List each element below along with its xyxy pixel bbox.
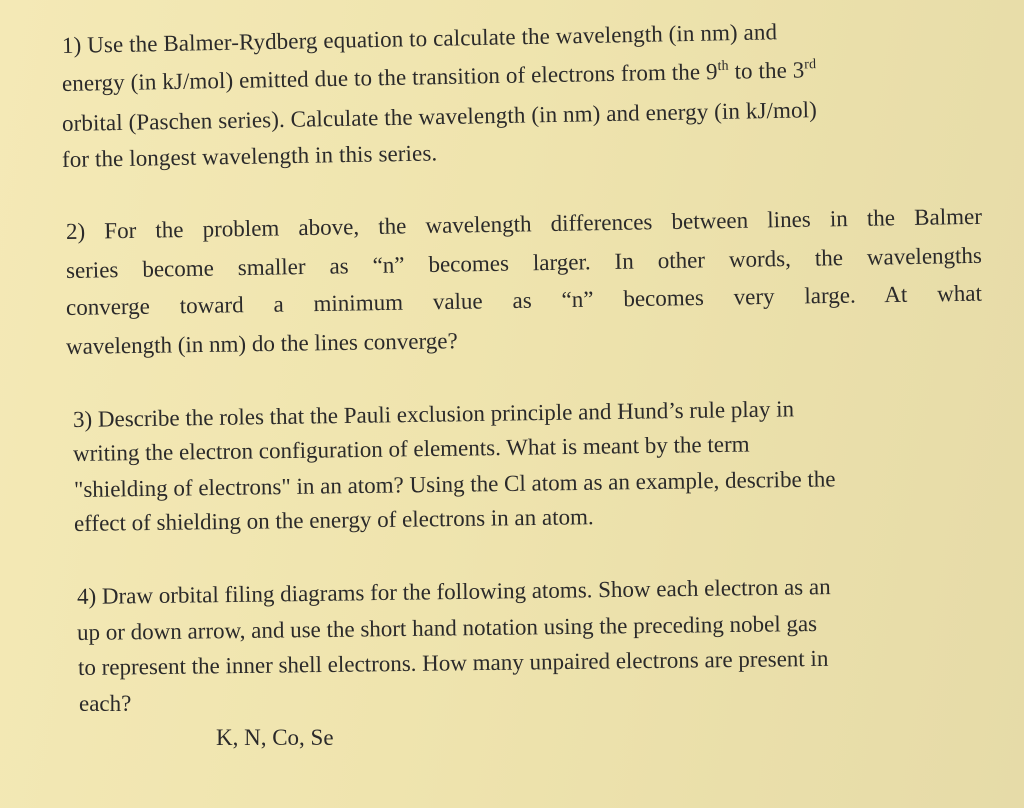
question-2-line-3: converge toward a minimum value as “n” becomes very large. At what bbox=[65, 280, 983, 320]
question-4-element-list: K, N, Co, Se bbox=[216, 725, 334, 750]
question-4-line-3: to represent the inner shell electrons. How many unpaired electrons are present in bbox=[77, 645, 829, 680]
question-2-line-2: series become smaller as “n” becomes larger. In other words, the wavelengths bbox=[65, 242, 983, 283]
question-3-line-3: "shielding of electrons" in an atom? Using the Cl atom as an example, describe the bbox=[73, 466, 836, 502]
question-2-line-1: 2) For the problem above, the wavelength differences between lines in the Balmer bbox=[65, 203, 983, 244]
question-1-line-2: energy (in kJ/mol) emitted due to the transition of electrons from the 9th to the 3rd bbox=[61, 57, 817, 96]
question-4-line-4: each? bbox=[79, 691, 132, 716]
question-4-line-1: 4) Draw orbital filing diagrams for the following atoms. Show each electron as an bbox=[76, 574, 831, 609]
question-1-line-3: orbital (Paschen series). Calculate the wavelength (in nm) and energy (in kJ/mol) bbox=[61, 97, 818, 136]
question-2-line-4: wavelength (in nm) do the lines converge? bbox=[65, 328, 458, 359]
question-3-line-4: effect of shielding on the energy of electrons in an atom. bbox=[73, 504, 594, 536]
question-3-line-2: writing the electron configuration of elements. What is meant by the term bbox=[72, 431, 750, 466]
question-3-line-1: 3) Describe the roles that the Pauli exclusion principle and Hund’s rule play in bbox=[72, 396, 795, 432]
question-4-line-2: up or down arrow, and use the short hand notation using the preceding nobel gas bbox=[76, 610, 818, 645]
question-1-line-4: for the longest wavelength in this series. bbox=[61, 140, 438, 172]
question-1-line-1: 1) Use the Balmer-Rydberg equation to calculate the wavelength (in nm) and bbox=[61, 19, 778, 58]
